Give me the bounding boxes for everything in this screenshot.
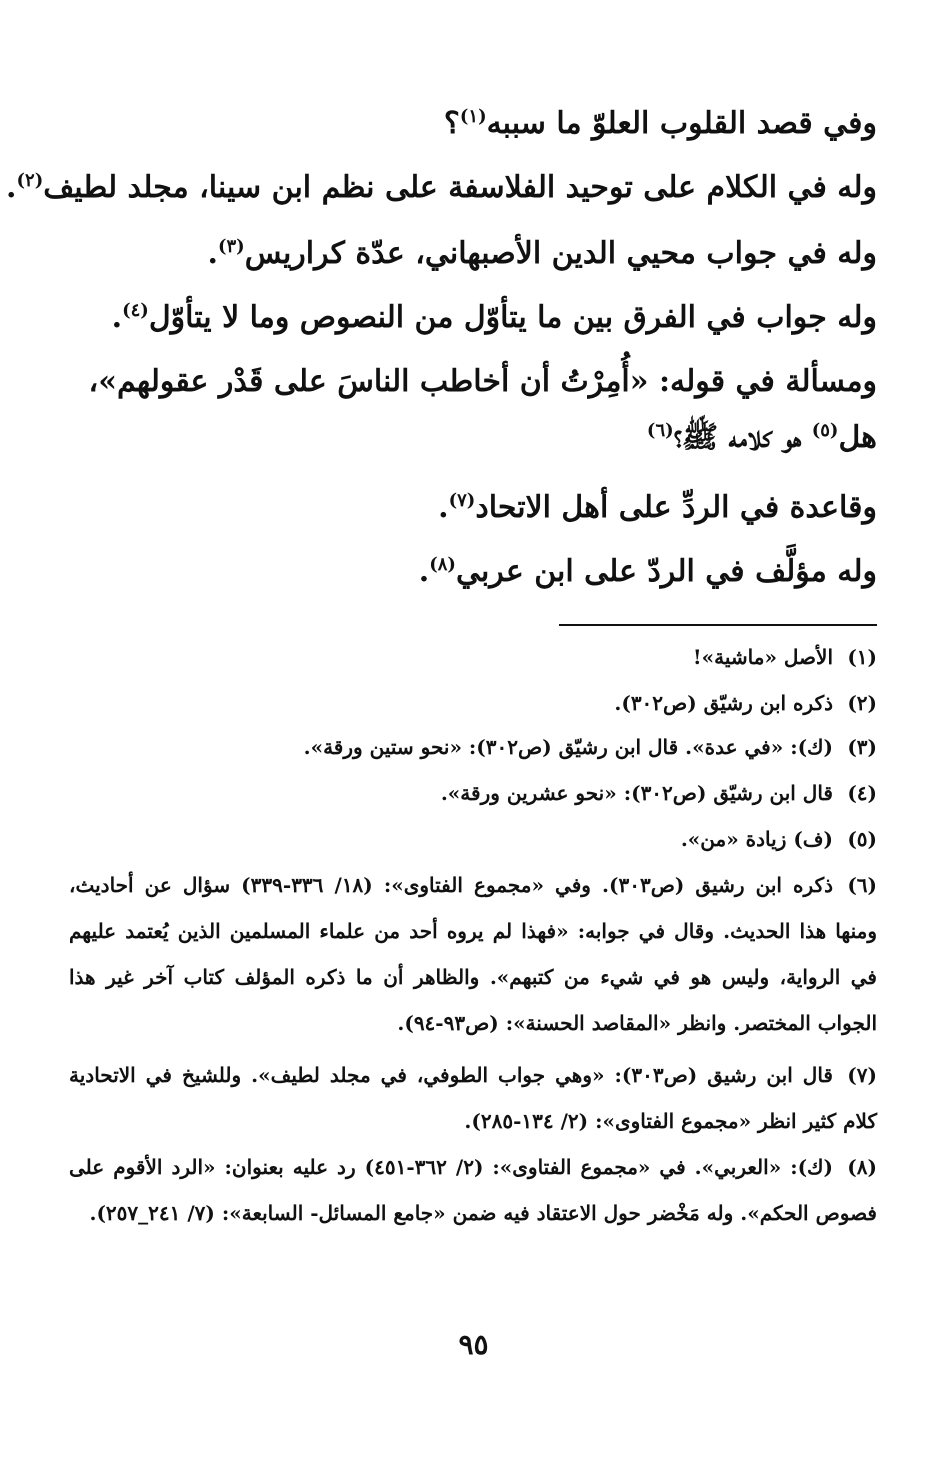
footnote-number: (٣): [847, 735, 877, 759]
footnote-6: [69, 862, 877, 1046]
main-line-4: [67, 298, 877, 338]
line-text: ومسألة في قوله: «أُمِرْتُ أن أخاطب الناسَ على قَدْر عقولهم»، هل: [88, 364, 877, 455]
line-text: وفي قصد القلوب العلوّ ما سببه: [486, 106, 877, 141]
line-text: وله مؤلَّف في الردّ على ابن عربي: [455, 554, 877, 589]
footnote-text: قال ابن رشيق (ص٣٠٣): «وهي جواب الطوفي، في مجلد لطيف». وللشيخ في الاتحادية كلام كثير انظر «مجموع الفتاوى»: (٢/ ١٣٤-٢٨٥).: [69, 1063, 877, 1133]
main-line-3: [67, 234, 877, 274]
line-punct: .: [207, 236, 218, 271]
line-punct: .: [438, 490, 449, 525]
line-text: وله جواب في الفرق بين ما يتأوّل من النصوص وما لا يتأوّل: [148, 300, 877, 335]
line-text: وقاعدة في الردِّ على أهل الاتحاد: [475, 490, 877, 525]
footnote-number: (٨): [847, 1155, 877, 1179]
footnote-1: [69, 634, 877, 680]
footnote-text: (ك): «في عدة». قال ابن رشيّق (ص٣٠٢): «نحو ستين ورقة».: [303, 735, 833, 759]
footnote-ref: (٨): [429, 554, 456, 575]
footnote-text: ذكره ابن رشيق (ص٣٠٣). وفي «مجموع الفتاوى»: (١٨/ ٣٣٦-٣٣٩) سؤال عن أحاديث، ومنها هذا الحديث. وقال في جوابه: «فهذا لم يروه أحد من علماء المسلمين الذين يُعتمد عليهم في الرواية، وليس هو في شيء من كتبهم». والظاهر أن ما ذكره المؤلف كتاب آخر غير هذا الجواب المختصر. وانظر «المقاصد الحسنة»: (ص٩٣-٩٤).: [69, 873, 877, 1035]
footnote-ref: (٣): [217, 236, 245, 257]
line-punct: .: [111, 300, 123, 335]
footnote-number: (٤): [847, 781, 877, 805]
footnote-ref: (٤): [122, 300, 149, 321]
main-line-1: [67, 104, 877, 144]
line-text-continued: هو كلامه ﷺ؟: [673, 420, 812, 455]
footnote-5: [69, 816, 877, 862]
page-number: ٩٥: [458, 1328, 489, 1361]
footnote-2: [69, 680, 877, 726]
footnote-separator: [559, 624, 877, 626]
footnote-7: [69, 1052, 877, 1144]
footnote-ref: (١): [459, 106, 487, 127]
footnote-text: ذكره ابن رشيّق (ص٣٠٢).: [614, 691, 833, 715]
footnote-ref: (٥): [811, 420, 839, 441]
main-line-6: [67, 488, 877, 528]
footnote-number: (٧): [847, 1063, 877, 1087]
footnote-number: (١): [847, 645, 877, 669]
footnote-8: [69, 1144, 877, 1236]
footnote-3: [69, 724, 877, 770]
footnote-4: [69, 770, 877, 816]
line-punct: ؟: [443, 106, 460, 141]
footnote-number: (٢): [847, 691, 877, 715]
main-line-7: [67, 552, 877, 592]
footnote-ref: (٦): [646, 420, 674, 441]
footnote-ref: (٢): [16, 170, 44, 191]
footnote-text: الأصل «ماشية»!: [692, 645, 833, 669]
main-line-5: [67, 354, 877, 466]
footnote-text: (ف) زيادة «من».: [680, 827, 833, 851]
footnote-text: قال ابن رشيّق (ص٣٠٢): «نحو عشرين ورقة».: [440, 781, 833, 805]
line-punct: .: [418, 554, 430, 589]
footnote-number: (٦): [847, 873, 877, 897]
footnote-number: (٥): [847, 827, 877, 851]
footnote-text: (ك): «العربي». في «مجموع الفتاوى»: (٢/ ٣٦٢-٤٥١) رد عليه بعنوان: «الرد الأقوم على فصوص الحكم». وله مَخْضر حول الاعتقاد فيه ضمن «جامع المسائل- السابعة»: (٧/ ٢٤١_٢٥٧).: [69, 1155, 877, 1225]
line-text: وله في الكلام على توحيد الفلاسفة على نظم ابن سينا، مجلد لطيف: [43, 170, 877, 205]
line-text: وله في جواب محيي الدين الأصبهاني، عدّة كراريس: [244, 236, 877, 271]
line-punct: .: [6, 170, 17, 205]
main-line-2: [6, 168, 877, 208]
footnote-ref: (٧): [448, 490, 476, 511]
